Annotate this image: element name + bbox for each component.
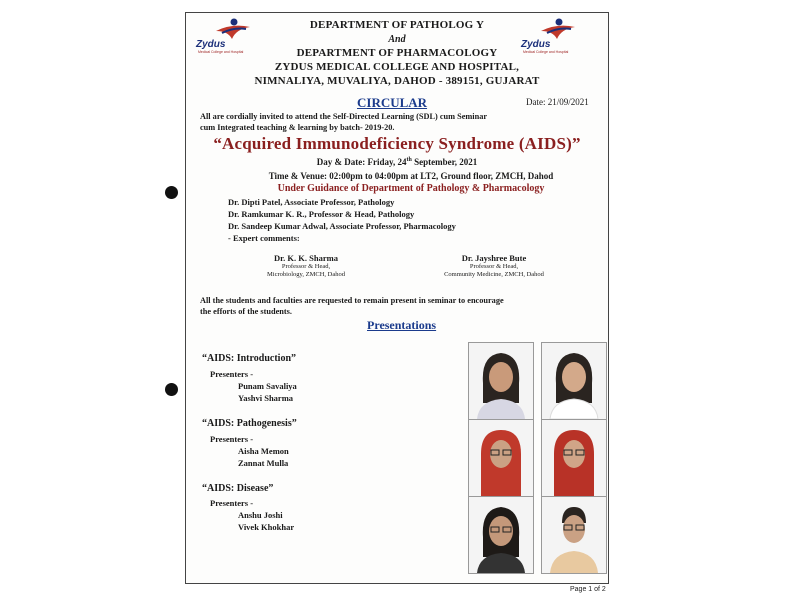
presenter-name: Yashvi Sharma	[238, 393, 294, 403]
presentations-heading: Presentations	[367, 318, 437, 332]
expert-dept: Microbiology, ZMCH, Dahod	[267, 271, 345, 278]
header-line-5: NIMNALIYA, MUVALIYA, DAHOD - 389151, GUJARAT	[254, 75, 540, 87]
expert-name: Dr. Jayshree Bute	[461, 253, 527, 263]
faculty-item-3: Dr. Sandeep Kumar Adwal, Associate Professor, Pharmacology	[228, 221, 456, 231]
expert-1	[236, 253, 376, 279]
presenter-name: Vivek Khokhar	[238, 522, 295, 532]
header-and: And	[388, 34, 406, 45]
invite-line-1: All are cordially invited to attend the Self-Directed Learning (SDL) cum Seminar	[200, 112, 488, 121]
header-line-1: DEPARTMENT OF PATHOLOG Y	[309, 19, 485, 31]
binder-hole-top	[165, 186, 178, 199]
presenter-photo	[541, 496, 607, 574]
expert-role: Professor & Head,	[281, 263, 331, 270]
event-guidance: Under Guidance of Department of Pathology & Pharmacology	[277, 183, 545, 194]
header-line-3: DEPARTMENT OF PHARMACOLOGY	[296, 47, 498, 59]
presenter-name: Punam Savaliya	[238, 381, 297, 391]
presenter-name: Anshu Joshi	[238, 510, 283, 520]
presenters-label-2: Presenters -	[210, 434, 254, 444]
presenter-photo	[468, 419, 534, 497]
presenter-photo	[541, 419, 607, 497]
presenter-name: Zannat Mulla	[238, 458, 289, 468]
circular-page	[185, 12, 609, 584]
presenters-label-3: Presenters -	[210, 498, 254, 508]
event-time-venue: Time & Venue: 02:00pm to 04:00pm at LT2, Ground floor, ZMCH, Dahod	[268, 171, 554, 181]
presenter-photo	[541, 342, 607, 420]
presenter-photo	[468, 496, 534, 574]
page-number: Page 1 of 2	[570, 586, 606, 593]
logo-wordmark: Zydus	[521, 39, 551, 50]
binder-hole-bottom	[165, 383, 178, 396]
presenter-name: Aisha Memon	[238, 446, 289, 456]
expert-2	[424, 253, 564, 279]
invite-line-2: cum Integrated teaching & learning by batch- 2019-20.	[200, 123, 395, 132]
logo-tagline: Medical College and Hospital	[198, 50, 244, 54]
presentation-title-3: “AIDS: Disease”	[202, 483, 274, 494]
presenters-label-1: Presenters -	[210, 369, 254, 379]
request-line-2: the efforts of the students.	[200, 307, 292, 316]
circular-date: Date: 21/09/2021	[526, 97, 589, 107]
expert-dept: Community Medicine, ZMCH, Dahod	[444, 271, 544, 278]
faculty-item-2: Dr. Ramkumar K. R., Professor & Head, Pathology	[228, 209, 415, 219]
logo-tagline: Medical College and Hospital	[523, 50, 569, 54]
expert-role: Professor & Head,	[469, 263, 519, 270]
event-day-date: Day & Date: Friday, 24th September, 2021	[316, 157, 478, 167]
logo-wordmark: Zydus	[196, 39, 226, 50]
request-line-1: All the students and faculties are requested to remain present in seminar to encourage	[200, 296, 504, 305]
faculty-item-1: Dr. Dipti Patel, Associate Professor, Pathology	[228, 197, 395, 207]
presentation-title-2: “AIDS: Pathogenesis”	[202, 418, 297, 429]
expert-name: Dr. K. K. Sharma	[274, 253, 338, 263]
circular-title: CIRCULAR	[357, 95, 428, 110]
expert-comments-label: - Expert comments:	[228, 233, 300, 243]
event-title: “Acquired Immunodeficiency Syndrome (AIDS)”	[213, 134, 581, 153]
presentation-title-1: “AIDS: Introduction”	[202, 353, 296, 364]
header-line-4: ZYDUS MEDICAL COLLEGE AND HOSPITAL,	[274, 61, 520, 73]
presenter-photo	[468, 342, 534, 420]
